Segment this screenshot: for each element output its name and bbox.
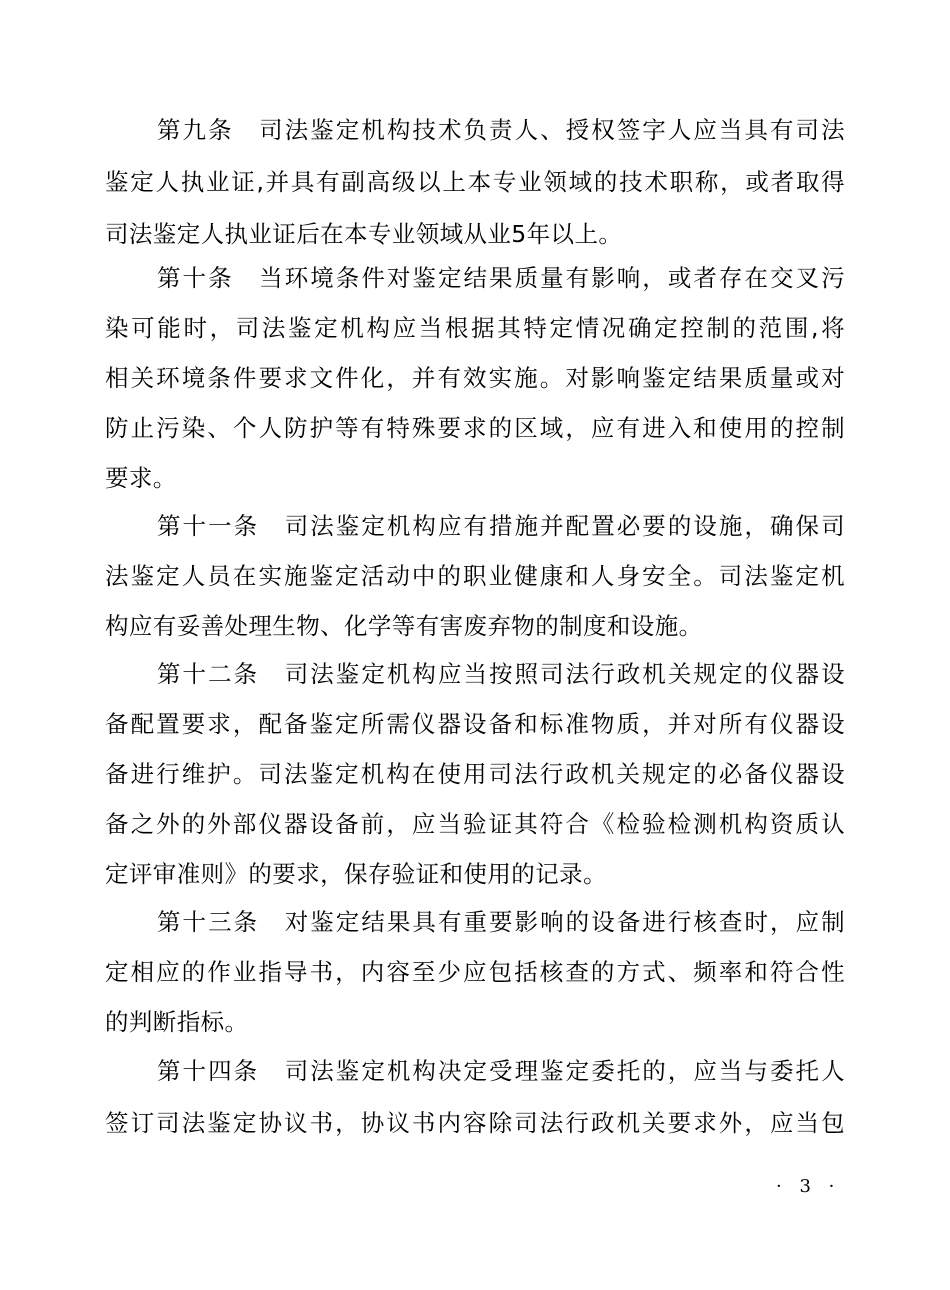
article-12-line-4: 备之外的外部仪器设备前，应当验证其符合《检验检测机构资质认 <box>105 810 845 838</box>
article-9-line-2: 鉴定人执业证,并具有副高级以上本专业领域的技术职称，或者取得 <box>105 168 845 196</box>
article-14-line-1: 第十四条 司法鉴定机构决定受理鉴定委托的，应当与委托人 <box>157 1057 845 1085</box>
article-11-line-2: 法鉴定人员在实施鉴定活动中的职业健康和人身安全。司法鉴定机 <box>105 562 845 590</box>
article-10-line-1: 第十条 当环境条件对鉴定结果质量有影响，或者存在交叉污 <box>157 264 845 292</box>
article-10-line-5: 要求。 <box>105 464 177 492</box>
article-11-line-3: 构应有妥善处理生物、化学等有害废弃物的制度和设施。 <box>105 612 703 640</box>
article-14-line-2: 签订司法鉴定协议书，协议书内容除司法行政机关要求外，应当包 <box>105 1109 845 1137</box>
article-12-line-5: 定评审准则》的要求，保存验证和使用的记录。 <box>105 860 607 888</box>
article-10-line-4: 防止污染、个人防护等有特殊要求的区域，应有进入和使用的控制 <box>105 414 845 442</box>
article-10-line-3: 相关环境条件要求文件化，并有效实施。对影响鉴定结果质量或对 <box>105 364 845 392</box>
article-13-line-3: 的判断指标。 <box>105 1008 249 1036</box>
article-12-line-1: 第十二条 司法鉴定机构应当按照司法行政机关规定的仪器设 <box>157 660 845 688</box>
article-9-line-3: 司法鉴定人执业证后在本专业领域从业5年以上。 <box>105 220 623 248</box>
article-13-line-2: 定相应的作业指导书，内容至少应包括核查的方式、频率和符合性 <box>105 958 845 986</box>
article-13-line-1: 第十三条 对鉴定结果具有重要影响的设备进行核查时，应制 <box>157 908 845 936</box>
article-11-line-1: 第十一条 司法鉴定机构应有措施并配置必要的设施，确保司 <box>157 512 845 540</box>
article-12-line-2: 备配置要求，配备鉴定所需仪器设备和标准物质，并对所有仪器设 <box>105 710 845 738</box>
page-number: · 3 · <box>776 1176 841 1197</box>
article-12-line-3: 备进行维护。司法鉴定机构在使用司法行政机关规定的必备仪器设 <box>105 760 845 788</box>
article-10-line-2: 染可能时，司法鉴定机构应当根据其特定情况确定控制的范围,将 <box>105 314 845 342</box>
article-9-line-1: 第九条 司法鉴定机构技术负责人、授权签字人应当具有司法 <box>157 116 845 144</box>
